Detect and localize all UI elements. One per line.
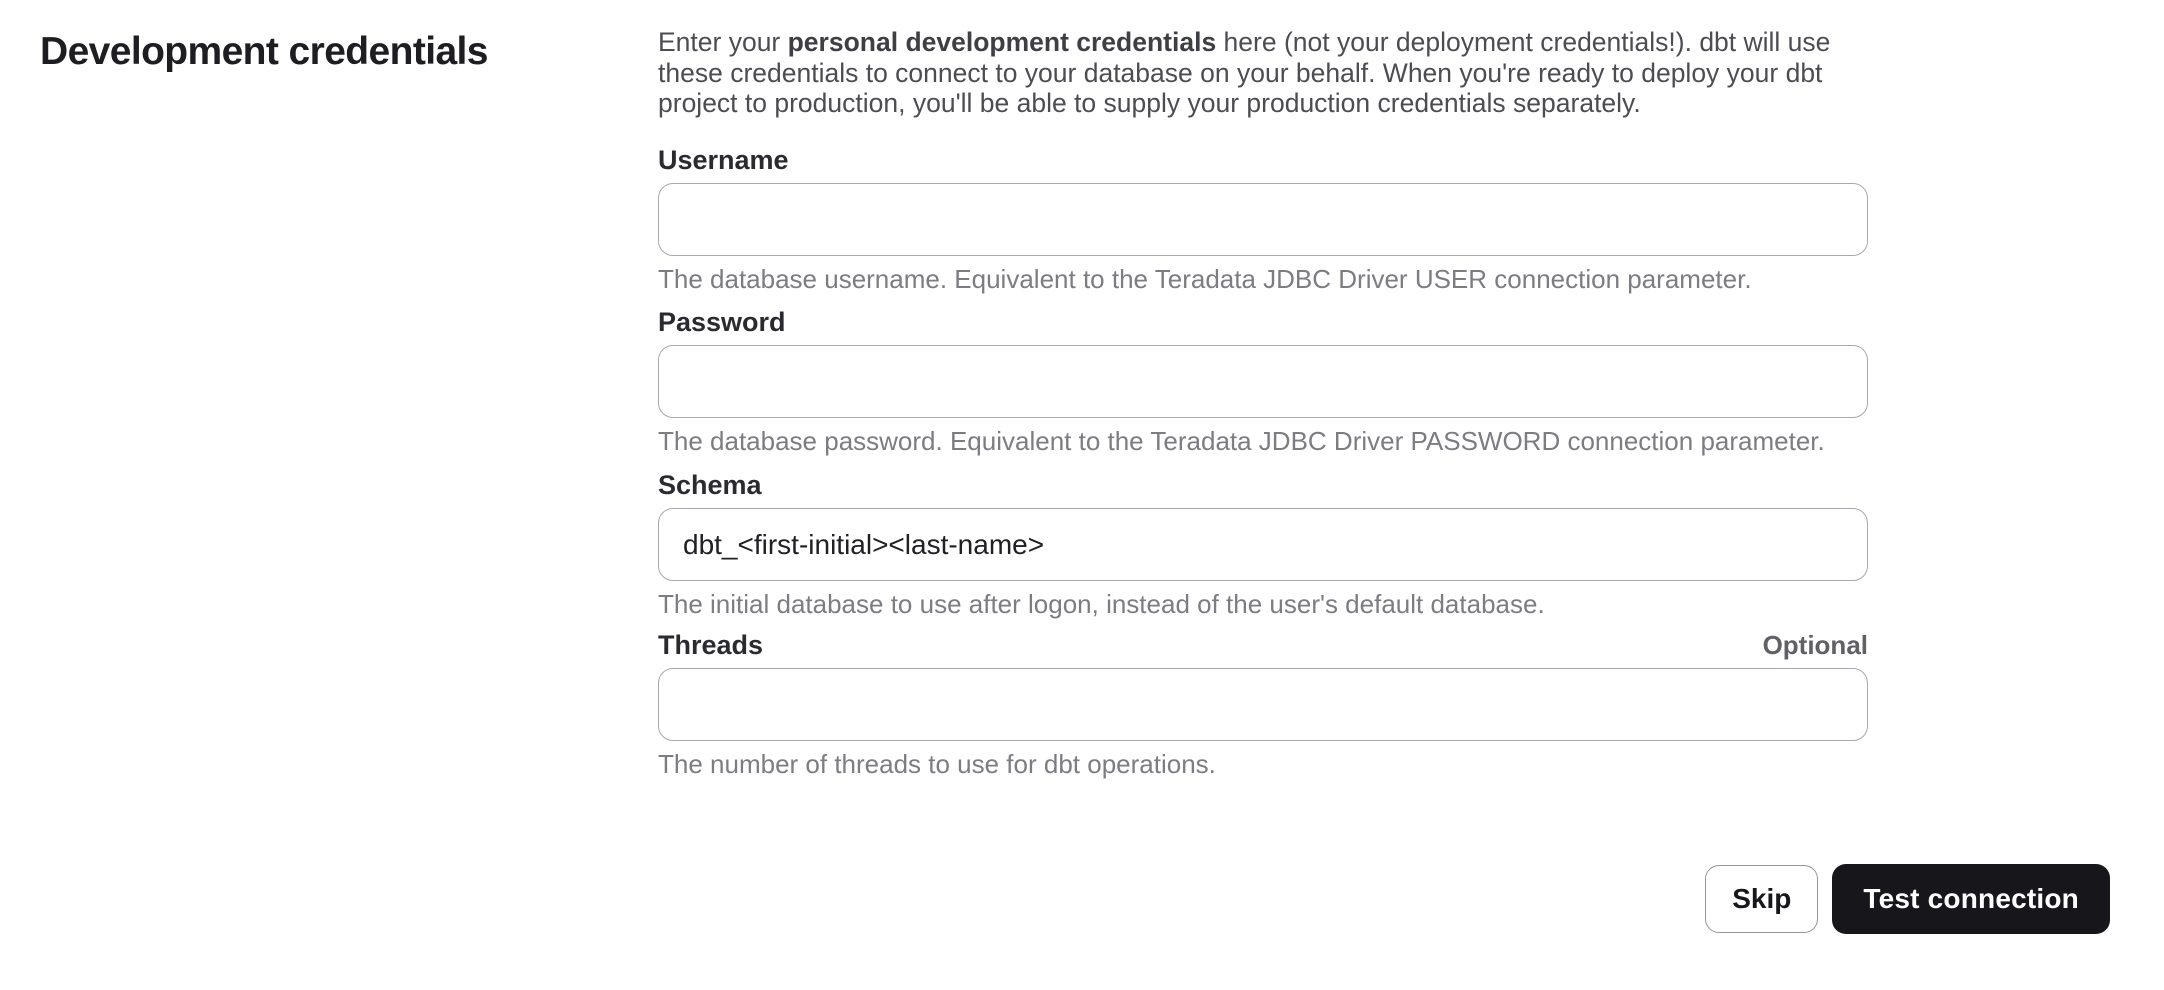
page-title: Development credentials [40,30,488,73]
password-label: Password [658,307,786,337]
username-label: Username [658,145,789,175]
threads-helper-text: The number of threads to use for dbt operations. [658,749,1216,779]
username-field-group [658,146,1868,293]
intro-strong: personal development credentials [787,27,1217,57]
intro-suffix: here (not your deployment credentials!). dbt will use these credentials to connect to your database on your behalf. When you're ready to deploy your dbt project to production, you'll be able to supply your production credentials separately. [658,27,1831,118]
password-field-group [658,308,1868,455]
username-field-header [658,146,1868,174]
threads-field-header [658,631,1868,659]
schema-input[interactable] [658,508,1868,581]
schema-label: Schema [658,470,762,500]
password-input[interactable] [658,345,1868,418]
password-helper-text: The database password. Equivalent to the Teradata JDBC Driver PASSWORD connection parameter. [658,426,1825,456]
threads-optional-badge: Optional [1762,630,1868,660]
schema-field-header [658,471,1868,499]
username-helper-text: The database username. Equivalent to the Teradata JDBC Driver USER connection parameter. [658,264,1752,294]
schema-field-group [658,471,1868,618]
action-bar [1705,864,2110,934]
skip-button[interactable]: Skip [1705,865,1818,933]
password-field-header [658,308,1868,336]
intro-text [658,27,1870,119]
schema-helper-text: The initial database to use after logon, instead of the user's default database. [658,589,1545,619]
username-input[interactable] [658,183,1868,256]
threads-input[interactable] [658,668,1868,741]
intro-prefix: Enter your [658,27,788,57]
threads-field-group [658,631,1868,778]
test-connection-button[interactable]: Test connection [1832,864,2110,934]
threads-label: Threads [658,630,764,660]
